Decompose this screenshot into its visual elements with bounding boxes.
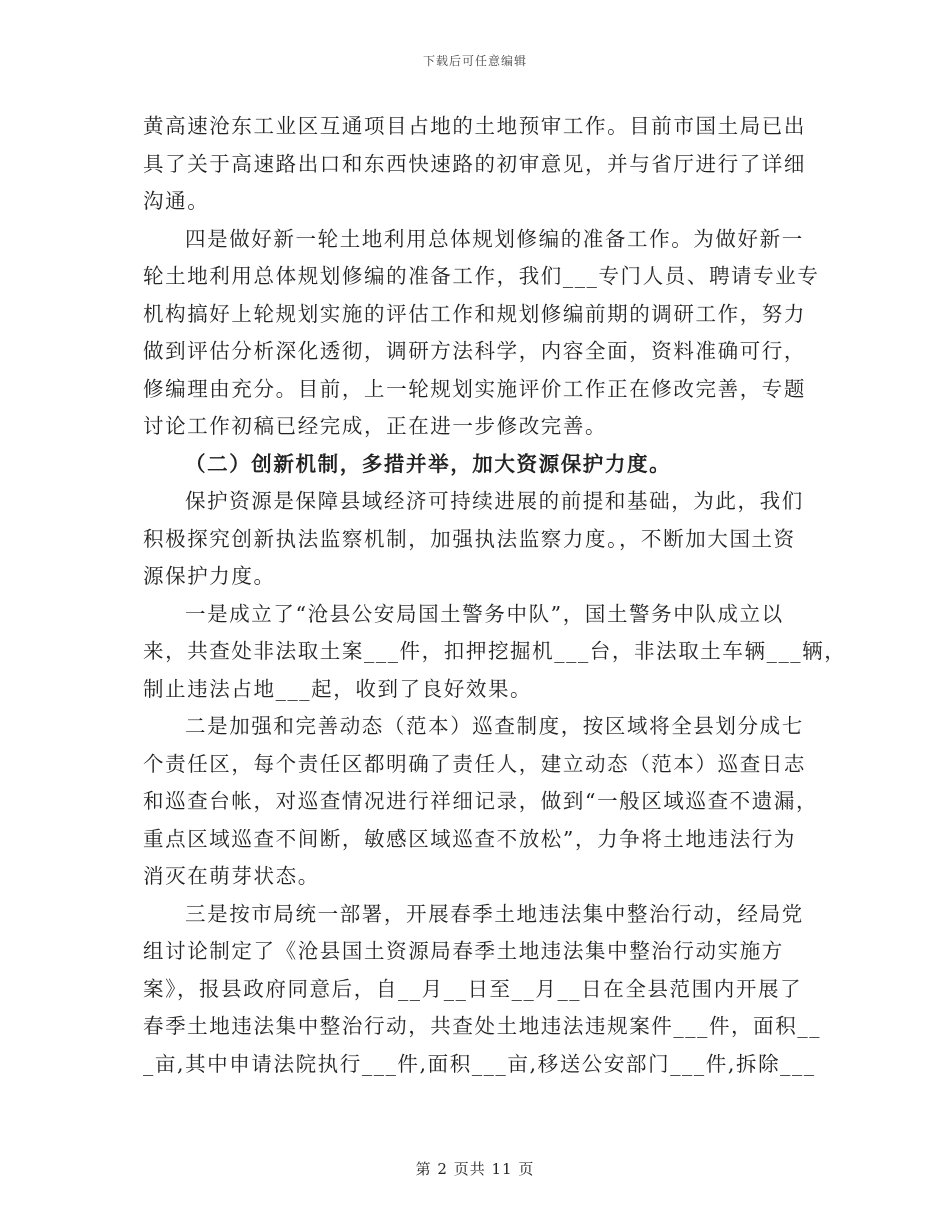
text-line: 具了关于高速路出口和东西快速路的初审意见，并与省厅进行了详细 bbox=[143, 151, 806, 176]
text-line: 组讨论制定了《沧县国土资源局春季土地违法集中整治行动实施方 bbox=[143, 939, 784, 963]
text-line: 积极探究创新执法监察机制，加强执法监察力度。，不断加大国土资 bbox=[143, 526, 796, 551]
text-line: 重点区域巡查不间断，敏感区域巡查不放松”，力争将土地违法行为 bbox=[143, 826, 796, 851]
paragraph-5 bbox=[143, 708, 823, 896]
text-line: 个责任区，每个责任区都明确了责任人，建立动态（范本）巡查日志 bbox=[143, 751, 806, 776]
text-line: 案》，报县政府同意后，自__月__日至__月__日在全县范围内开展了 bbox=[143, 976, 803, 1001]
paragraph-6 bbox=[143, 896, 823, 1084]
text-line: 四是做好新一轮土地利用总体规划修编的准备工作。为做好新一 bbox=[185, 226, 804, 251]
paragraph-2 bbox=[143, 221, 823, 446]
page-header: 下载后可任意编辑 bbox=[422, 54, 527, 68]
text-line: _亩,其中申请法院执行___件,面积___亩,移送公安部门___件,拆除___ bbox=[143, 1051, 816, 1076]
text-line: 轮土地利用总体规划修编的准备工作，我们___专门人员、聘请专业专 bbox=[143, 264, 820, 288]
heading-line: （二）创新机制，多措并举，加大资源保护力度。 bbox=[185, 451, 672, 476]
page-number-footer: 第 2 页共 11 页 bbox=[415, 1160, 535, 1178]
text-line: 做到评估分析深化透彻，调研方法科学，内容全面，资料准确可行， bbox=[143, 339, 806, 363]
text-line: 黄高速沧东工业区互通项目占地的土地预审工作。目前市国土局已出 bbox=[143, 114, 806, 138]
section-heading bbox=[143, 446, 823, 484]
text-line: 保护资源是保障县域经济可持续进展的前提和基础，为此，我们 bbox=[185, 489, 804, 513]
text-line: 沟通。 bbox=[143, 189, 210, 213]
text-line: 一是成立了“沧县公安局国土警务中队”，国土警务中队成立以 bbox=[185, 601, 784, 626]
paragraph-4 bbox=[143, 596, 847, 709]
text-line: 源保护力度。 bbox=[143, 564, 276, 588]
text-line: 三是按市局统一部署，开展春季土地违法集中整治行动，经局党 bbox=[185, 901, 804, 926]
text-line: 讨论工作初稿已经完成，正在进一步修改完善。 bbox=[143, 414, 608, 438]
paragraph-3 bbox=[143, 483, 823, 596]
text-line: 修编理由充分。目前，上一轮规划实施评价工作正在修改完善，专题 bbox=[143, 376, 806, 401]
paragraph-1 bbox=[143, 108, 823, 221]
text-line: 二是加强和完善动态（范本）巡查制度，按区域将全县划分成七 bbox=[185, 714, 804, 738]
document-body bbox=[143, 108, 847, 1083]
text-line: 制止违法占地___起，收到了良好效果。 bbox=[143, 676, 533, 701]
text-line: 消灭在萌芽状态。 bbox=[143, 864, 320, 888]
text-line: 和巡查台帐，对巡查情况进行祥细记录，做到“一般区域巡查不遗漏， bbox=[143, 789, 819, 813]
text-line: 春季土地违法集中整治行动，共查处土地违法违规案件___件，面积__ bbox=[143, 1014, 822, 1038]
text-line: 机构搞好上轮规划实施的评估工作和规划修编前期的调研工作，努力 bbox=[143, 301, 806, 326]
text-line: 来，共查处非法取土案___件，扣押挖掘机___台，非法取土车辆___辆， bbox=[143, 639, 847, 663]
